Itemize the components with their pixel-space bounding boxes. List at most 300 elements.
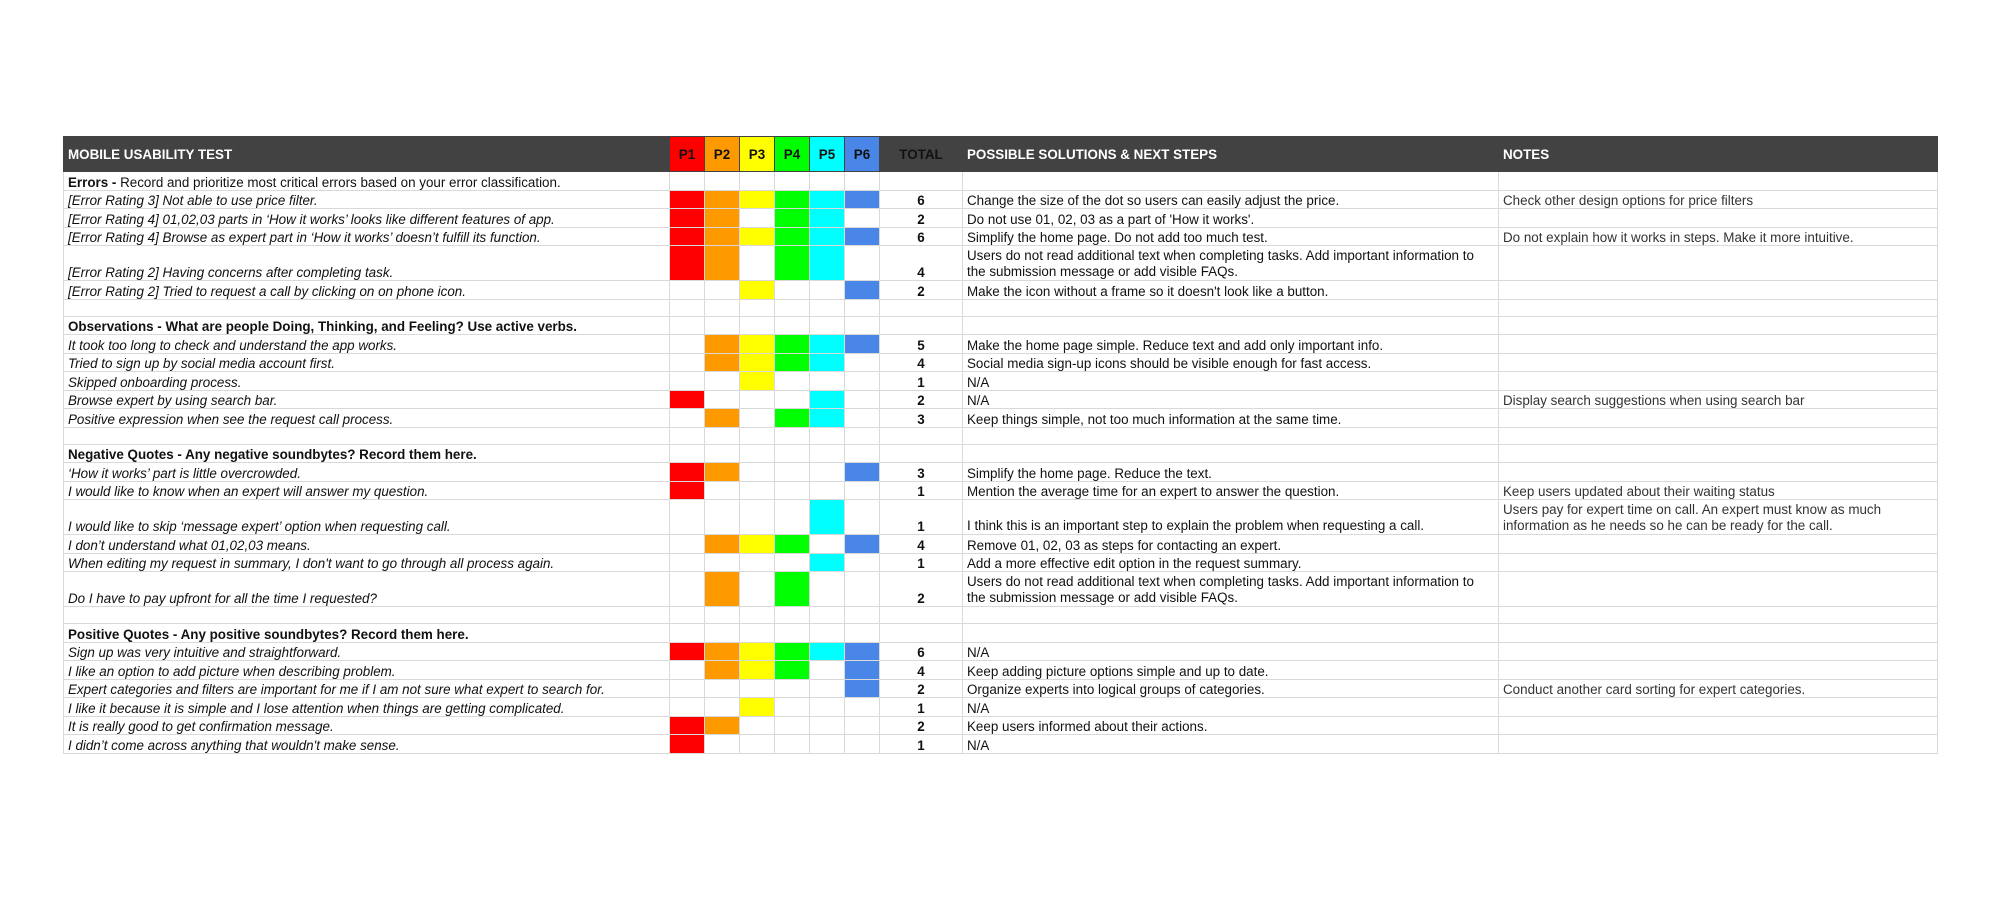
table-row — [64, 572, 1938, 607]
empty-cell — [963, 444, 1499, 463]
empty-cell — [775, 316, 810, 335]
empty-cell — [775, 624, 810, 643]
empty-cell — [963, 316, 1499, 335]
participant-1-mark — [670, 281, 705, 300]
empty-cell — [740, 299, 775, 316]
solution-cell: Organize experts into logical groups of categories. — [963, 679, 1499, 698]
total-cell: 6 — [880, 227, 963, 246]
solution-cell: Keep things simple, not too much information at the same time. — [963, 409, 1499, 428]
section-title-cell — [64, 172, 670, 191]
task-cell: I like an option to add picture when describing problem. — [64, 661, 670, 680]
note-cell — [1499, 716, 1938, 735]
note-cell — [1499, 209, 1938, 228]
section-title-cell — [64, 316, 670, 335]
table-row — [64, 190, 1938, 209]
empty-cell — [705, 427, 740, 444]
participant-5-mark — [810, 642, 845, 661]
empty-cell — [775, 172, 810, 191]
participant-1-mark — [670, 500, 705, 535]
participant-6-mark — [845, 246, 880, 281]
participant-3-mark — [740, 353, 775, 372]
participant-6-mark — [845, 190, 880, 209]
empty-cell — [775, 427, 810, 444]
note-cell — [1499, 535, 1938, 554]
note-cell: Display search suggestions when using search bar — [1499, 390, 1938, 409]
participant-3-mark — [740, 390, 775, 409]
participant-3-mark — [740, 661, 775, 680]
participant-3-mark — [740, 735, 775, 754]
participant-4-mark — [775, 463, 810, 482]
usability-table — [63, 136, 1938, 754]
task-cell: I like it because it is simple and I lose attention when things are getting complicated. — [64, 698, 670, 717]
section-title-cell — [64, 624, 670, 643]
participant-3-mark — [740, 535, 775, 554]
solution-cell: Mention the average time for an expert to answer the question. — [963, 481, 1499, 500]
participant-4-mark — [775, 572, 810, 607]
participant-3-mark — [740, 190, 775, 209]
participant-5-mark — [810, 716, 845, 735]
task-cell: Skipped onboarding process. — [64, 372, 670, 391]
section-header-row — [64, 624, 1938, 643]
participant-5-mark — [810, 190, 845, 209]
total-cell: 2 — [880, 390, 963, 409]
empty-cell — [880, 299, 963, 316]
task-cell: Expert categories and filters are important for me if I am not sure what expert to search for. — [64, 679, 670, 698]
table-row — [64, 227, 1938, 246]
note-cell — [1499, 735, 1938, 754]
section-title: Observations - What are people Doing, Thinking, and Feeling? Use active verbs. — [68, 319, 577, 334]
note-cell — [1499, 281, 1938, 300]
participant-3-mark — [740, 227, 775, 246]
participant-5-mark — [810, 390, 845, 409]
participant-4-mark — [775, 227, 810, 246]
participant-3-mark — [740, 246, 775, 281]
participant-2-mark — [705, 735, 740, 754]
empty-cell — [963, 624, 1499, 643]
empty-cell — [845, 624, 880, 643]
header-p6: P6 — [845, 137, 880, 172]
table-row — [64, 661, 1938, 680]
empty-cell — [1499, 624, 1938, 643]
participant-2-mark — [705, 409, 740, 428]
task-cell: It took too long to check and understand the app works. — [64, 335, 670, 354]
participant-6-mark — [845, 227, 880, 246]
spacer-row — [64, 299, 1938, 316]
participant-3-mark — [740, 481, 775, 500]
participant-6-mark — [845, 535, 880, 554]
total-cell: 6 — [880, 642, 963, 661]
table-row — [64, 246, 1938, 281]
table-row — [64, 553, 1938, 572]
total-cell: 4 — [880, 246, 963, 281]
table-row — [64, 716, 1938, 735]
participant-3-mark — [740, 553, 775, 572]
empty-cell — [64, 607, 670, 624]
table-row — [64, 281, 1938, 300]
empty-cell — [705, 172, 740, 191]
participant-3-mark — [740, 679, 775, 698]
participant-3-mark — [740, 409, 775, 428]
note-cell — [1499, 353, 1938, 372]
empty-cell — [740, 316, 775, 335]
participant-3-mark — [740, 716, 775, 735]
empty-cell — [740, 444, 775, 463]
section-title: Errors - — [68, 174, 121, 190]
participant-6-mark — [845, 642, 880, 661]
participant-2-mark — [705, 190, 740, 209]
solution-cell: N/A — [963, 698, 1499, 717]
task-cell: [Error Rating 2] Having concerns after completing task. — [64, 246, 670, 281]
empty-cell — [963, 427, 1499, 444]
participant-1-mark — [670, 390, 705, 409]
participant-4-mark — [775, 209, 810, 228]
empty-cell — [810, 316, 845, 335]
total-cell: 4 — [880, 353, 963, 372]
participant-4-mark — [775, 661, 810, 680]
empty-cell — [775, 444, 810, 463]
participant-4-mark — [775, 735, 810, 754]
participant-2-mark — [705, 353, 740, 372]
participant-4-mark — [775, 372, 810, 391]
table-row — [64, 372, 1938, 391]
total-cell: 1 — [880, 372, 963, 391]
section-title: Negative Quotes - Any negative soundbytes? Record them here. — [68, 447, 477, 462]
participant-5-mark — [810, 481, 845, 500]
task-cell: Tried to sign up by social media account first. — [64, 353, 670, 372]
task-cell: Do I have to pay upfront for all the time I requested? — [64, 572, 670, 607]
participant-4-mark — [775, 553, 810, 572]
participant-6-mark — [845, 572, 880, 607]
participant-2-mark — [705, 716, 740, 735]
empty-cell — [845, 316, 880, 335]
participant-5-mark — [810, 535, 845, 554]
total-cell: 3 — [880, 409, 963, 428]
task-cell: When editing my request in summary, I don't want to go through all process again. — [64, 553, 670, 572]
participant-4-mark — [775, 500, 810, 535]
usability-test-sheet — [63, 136, 1937, 754]
participant-1-mark — [670, 661, 705, 680]
empty-cell — [670, 299, 705, 316]
participant-4-mark — [775, 716, 810, 735]
participant-5-mark — [810, 246, 845, 281]
participant-2-mark — [705, 698, 740, 717]
participant-2-mark — [705, 209, 740, 228]
participant-5-mark — [810, 353, 845, 372]
participant-1-mark — [670, 679, 705, 698]
total-cell: 2 — [880, 679, 963, 698]
solution-cell: Remove 01, 02, 03 as steps for contacting an expert. — [963, 535, 1499, 554]
note-cell — [1499, 463, 1938, 482]
empty-cell — [705, 299, 740, 316]
solution-cell: N/A — [963, 642, 1499, 661]
participant-5-mark — [810, 735, 845, 754]
participant-2-mark — [705, 572, 740, 607]
participant-4-mark — [775, 481, 810, 500]
participant-6-mark — [845, 500, 880, 535]
section-header-row — [64, 172, 1938, 191]
note-cell — [1499, 246, 1938, 281]
participant-5-mark — [810, 335, 845, 354]
note-cell: Users pay for expert time on call. An expert must know as much information as he needs so he can be ready for the call. — [1499, 500, 1938, 535]
participant-4-mark — [775, 642, 810, 661]
participant-3-mark — [740, 372, 775, 391]
participant-6-mark — [845, 372, 880, 391]
section-header-row — [64, 444, 1938, 463]
participant-3-mark — [740, 463, 775, 482]
note-cell: Conduct another card sorting for expert categories. — [1499, 679, 1938, 698]
participant-1-mark — [670, 409, 705, 428]
empty-cell — [670, 427, 705, 444]
participant-5-mark — [810, 500, 845, 535]
task-cell: I don’t understand what 01,02,03 means. — [64, 535, 670, 554]
empty-cell — [775, 299, 810, 316]
participant-2-mark — [705, 227, 740, 246]
note-cell: Check other design options for price filters — [1499, 190, 1938, 209]
participant-2-mark — [705, 679, 740, 698]
note-cell — [1499, 698, 1938, 717]
solution-cell: Do not use 01, 02, 03 as a part of 'How it works'. — [963, 209, 1499, 228]
empty-cell — [845, 299, 880, 316]
empty-cell — [963, 299, 1499, 316]
participant-6-mark — [845, 409, 880, 428]
task-cell: I would like to skip ‘message expert’ option when requesting call. — [64, 500, 670, 535]
solution-cell: I think this is an important step to explain the problem when requesting a call. — [963, 500, 1499, 535]
note-cell — [1499, 661, 1938, 680]
total-cell: 3 — [880, 463, 963, 482]
table-row — [64, 409, 1938, 428]
note-cell — [1499, 553, 1938, 572]
total-cell: 2 — [880, 281, 963, 300]
empty-cell — [880, 444, 963, 463]
participant-6-mark — [845, 281, 880, 300]
spacer-row — [64, 607, 1938, 624]
participant-1-mark — [670, 372, 705, 391]
participant-2-mark — [705, 281, 740, 300]
participant-2-mark — [705, 390, 740, 409]
empty-cell — [1499, 607, 1938, 624]
empty-cell — [64, 427, 670, 444]
header-p5: P5 — [810, 137, 845, 172]
note-cell — [1499, 372, 1938, 391]
empty-cell — [705, 624, 740, 643]
participant-1-mark — [670, 698, 705, 717]
total-cell: 2 — [880, 572, 963, 607]
solution-cell: N/A — [963, 390, 1499, 409]
total-cell: 2 — [880, 209, 963, 228]
spacer-row — [64, 427, 1938, 444]
solution-cell: Users do not read additional text when completing tasks. Add important information to the submission message or add visible FAQs. — [963, 572, 1499, 607]
empty-cell — [740, 624, 775, 643]
header-p3: P3 — [740, 137, 775, 172]
empty-cell — [705, 444, 740, 463]
participant-2-mark — [705, 481, 740, 500]
table-row — [64, 463, 1938, 482]
participant-4-mark — [775, 281, 810, 300]
participant-4-mark — [775, 409, 810, 428]
participant-1-mark — [670, 190, 705, 209]
participant-1-mark — [670, 227, 705, 246]
solution-cell: Make the icon without a frame so it doesn't look like a button. — [963, 281, 1499, 300]
header-title: MOBILE USABILITY TEST — [64, 137, 670, 172]
participant-6-mark — [845, 553, 880, 572]
participant-4-mark — [775, 390, 810, 409]
empty-cell — [880, 624, 963, 643]
total-cell: 1 — [880, 500, 963, 535]
participant-5-mark — [810, 661, 845, 680]
participant-1-mark — [670, 209, 705, 228]
empty-cell — [775, 607, 810, 624]
task-cell: I didn’t come across anything that wouldn't make sense. — [64, 735, 670, 754]
participant-1-mark — [670, 535, 705, 554]
note-cell — [1499, 409, 1938, 428]
empty-cell — [670, 624, 705, 643]
table-row — [64, 535, 1938, 554]
participant-1-mark — [670, 353, 705, 372]
empty-cell — [880, 607, 963, 624]
empty-cell — [880, 316, 963, 335]
empty-cell — [845, 427, 880, 444]
solution-cell: Keep adding picture options simple and up to date. — [963, 661, 1499, 680]
participant-1-mark — [670, 481, 705, 500]
header-p1: P1 — [670, 137, 705, 172]
empty-cell — [740, 607, 775, 624]
solution-cell: Add a more effective edit option in the request summary. — [963, 553, 1499, 572]
solution-cell: Simplify the home page. Do not add too much test. — [963, 227, 1499, 246]
empty-cell — [1499, 316, 1938, 335]
participant-6-mark — [845, 661, 880, 680]
participant-5-mark — [810, 281, 845, 300]
task-cell: [Error Rating 2] Tried to request a call by clicking on on phone icon. — [64, 281, 670, 300]
empty-cell — [670, 444, 705, 463]
table-row — [64, 335, 1938, 354]
participant-6-mark — [845, 335, 880, 354]
table-row — [64, 353, 1938, 372]
task-cell: ‘How it works’ part is little overcrowded. — [64, 463, 670, 482]
section-title: Positive Quotes - Any positive soundbytes? Record them here. — [68, 626, 469, 642]
empty-cell — [1499, 444, 1938, 463]
empty-cell — [845, 607, 880, 624]
participant-3-mark — [740, 209, 775, 228]
empty-cell — [880, 427, 963, 444]
task-cell: Positive expression when see the request call process. — [64, 409, 670, 428]
participant-2-mark — [705, 372, 740, 391]
participant-1-mark — [670, 572, 705, 607]
participant-3-mark — [740, 642, 775, 661]
note-cell: Keep users updated about their waiting status — [1499, 481, 1938, 500]
empty-cell — [1499, 172, 1938, 191]
empty-cell — [845, 172, 880, 191]
participant-1-mark — [670, 735, 705, 754]
total-cell: 4 — [880, 535, 963, 554]
empty-cell — [963, 607, 1499, 624]
participant-5-mark — [810, 372, 845, 391]
task-cell: Sign up was very intuitive and straightforward. — [64, 642, 670, 661]
participant-2-mark — [705, 661, 740, 680]
participant-6-mark — [845, 353, 880, 372]
participant-3-mark — [740, 500, 775, 535]
solution-cell: Simplify the home page. Reduce the text. — [963, 463, 1499, 482]
total-cell: 1 — [880, 698, 963, 717]
participant-4-mark — [775, 246, 810, 281]
empty-cell — [810, 299, 845, 316]
solution-cell: Change the size of the dot so users can easily adjust the price. — [963, 190, 1499, 209]
note-cell — [1499, 335, 1938, 354]
solution-cell: N/A — [963, 735, 1499, 754]
empty-cell — [670, 607, 705, 624]
participant-1-mark — [670, 335, 705, 354]
table-body — [64, 172, 1938, 754]
participant-4-mark — [775, 535, 810, 554]
empty-cell — [705, 607, 740, 624]
participant-3-mark — [740, 335, 775, 354]
total-cell: 6 — [880, 190, 963, 209]
participant-6-mark — [845, 679, 880, 698]
participant-6-mark — [845, 463, 880, 482]
table-row — [64, 481, 1938, 500]
solution-cell: Make the home page simple. Reduce text and add only important info. — [963, 335, 1499, 354]
empty-cell — [670, 316, 705, 335]
participant-2-mark — [705, 553, 740, 572]
section-description: Record and prioritize most critical errors based on your error classification. — [120, 174, 561, 190]
section-title-cell — [64, 444, 670, 463]
participant-1-mark — [670, 246, 705, 281]
empty-cell — [810, 427, 845, 444]
empty-cell — [880, 172, 963, 191]
header-notes: NOTES — [1499, 137, 1938, 172]
table-row — [64, 390, 1938, 409]
participant-4-mark — [775, 698, 810, 717]
table-row — [64, 679, 1938, 698]
header-row — [64, 137, 1938, 172]
task-cell: [Error Rating 4] 01,02,03 parts in ‘How it works’ looks like different features of app. — [64, 209, 670, 228]
participant-3-mark — [740, 281, 775, 300]
empty-cell — [705, 316, 740, 335]
empty-cell — [1499, 427, 1938, 444]
solution-cell: N/A — [963, 372, 1499, 391]
note-cell — [1499, 572, 1938, 607]
total-cell: 1 — [880, 481, 963, 500]
empty-cell — [670, 172, 705, 191]
empty-cell — [810, 172, 845, 191]
total-cell: 5 — [880, 335, 963, 354]
participant-4-mark — [775, 190, 810, 209]
section-header-row — [64, 316, 1938, 335]
total-cell: 1 — [880, 735, 963, 754]
header-total: TOTAL — [880, 137, 963, 172]
participant-5-mark — [810, 209, 845, 228]
participant-1-mark — [670, 553, 705, 572]
participant-5-mark — [810, 227, 845, 246]
solution-cell: Social media sign-up icons should be visible enough for fast access. — [963, 353, 1499, 372]
participant-4-mark — [775, 335, 810, 354]
empty-cell — [963, 172, 1499, 191]
table-row — [64, 698, 1938, 717]
header-solutions: POSSIBLE SOLUTIONS & NEXT STEPS — [963, 137, 1499, 172]
total-cell: 1 — [880, 553, 963, 572]
participant-1-mark — [670, 642, 705, 661]
participant-6-mark — [845, 390, 880, 409]
total-cell: 2 — [880, 716, 963, 735]
empty-cell — [740, 427, 775, 444]
participant-4-mark — [775, 679, 810, 698]
total-cell: 4 — [880, 661, 963, 680]
empty-cell — [740, 172, 775, 191]
participant-2-mark — [705, 535, 740, 554]
participant-5-mark — [810, 698, 845, 717]
participant-6-mark — [845, 481, 880, 500]
note-cell — [1499, 642, 1938, 661]
participant-6-mark — [845, 698, 880, 717]
